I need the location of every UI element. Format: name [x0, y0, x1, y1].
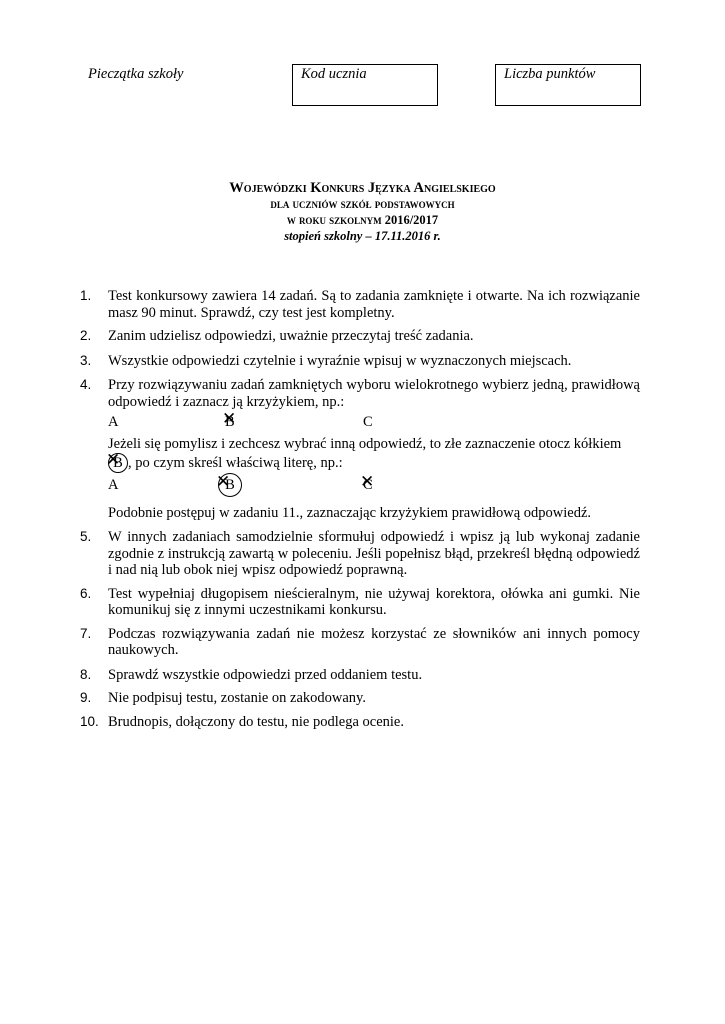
option-a: A: [108, 414, 119, 430]
item-text: Brudnopis, dołączony do testu, nie podlega ocenie.: [108, 713, 404, 730]
item-text: Sprawdź wszystkie odpowiedzi przed oddaniem testu.: [108, 666, 423, 683]
student-code-box[interactable]: [292, 64, 438, 106]
student-code-label: Kod ucznia: [301, 66, 367, 82]
item-text: Test wypełniaj długopisem nieścieralnym, nie używaj korektora, ołówka ani gumki. Nie komunikuj się z innymi uczestnikami konkursu.: [108, 585, 640, 618]
list-item: [80, 626, 640, 659]
list-item: [80, 529, 640, 579]
option-c: C: [363, 414, 373, 430]
option-b-circled: [218, 473, 242, 497]
item-number: 6.: [80, 585, 92, 601]
school-stamp-label: Pieczątka szkoły: [88, 66, 184, 82]
item-number: 7.: [80, 625, 92, 641]
school-year: w roku szkolnym 2016/2017: [286, 213, 439, 227]
item-number: 1.: [80, 288, 92, 303]
points-box[interactable]: [495, 64, 641, 106]
option-b-crossed: B ✕: [225, 414, 235, 431]
circled-crossed-letter: B ✕: [108, 453, 128, 473]
contest-title: Wojewódzki Konkurs Języka Angielskiego: [229, 180, 496, 196]
item-text: Wszystkie odpowiedzi czytelnie i wyraźnie wpisuj w wyznaczonych miejscach.: [108, 352, 572, 369]
item-text: Podczas rozwiązywania zadań nie możesz korzystać ze słowników ani innych pomocy naukowych.: [108, 625, 640, 658]
list-item: [80, 288, 640, 321]
item-text: W innych zadaniach samodzielnie sformułuj odpowiedź i wpisz ją lub wykonaj zadanie zgodnie z instrukcją zawartą w poleceniu. Jeśli popełnisz błąd, przekreśl błędną odpowiedź i nad nią lub obok niej wpisz odpowiedź poprawną.: [108, 529, 640, 578]
correction-text: [108, 436, 640, 473]
document-header: [0, 180, 725, 244]
item-number: 9.: [80, 690, 92, 705]
option-a: A: [108, 476, 119, 493]
item-number: 8.: [80, 666, 92, 682]
item-text: Przy rozwiązywaniu zadań zamkniętych wyboru wielokrotnego wybierz jedną, prawidłową odpowiedź i zaznacz ją krzyżykiem, np.:: [108, 377, 640, 410]
list-item: [80, 667, 640, 684]
after-example-text: Podobnie postępuj w zadaniu 11., zaznaczając krzyżykiem prawidłową odpowiedź.: [108, 504, 592, 521]
item-text: Test konkursowy zawiera 14 zadań. Są to zadania zamknięte i otwarte. Na ich rozwiązanie masz 90 minut. Sprawdź, czy test jest kompletny.: [108, 288, 640, 321]
list-item: [80, 377, 640, 521]
item-number: 2.: [80, 328, 92, 343]
stage-date: stopień szkolny – 17.11.2016 r.: [284, 229, 441, 243]
item-number: 3.: [80, 352, 92, 368]
item-text: Zanim udzielisz odpowiedzi, uważnie przeczytaj treść zadania.: [108, 328, 474, 344]
item-number: 5.: [80, 529, 92, 544]
instructions-list: [80, 288, 640, 730]
points-label: Liczba punktów: [504, 66, 596, 82]
list-item: [80, 328, 640, 345]
example-correction: [108, 473, 640, 501]
example-marking: [108, 410, 640, 436]
correction-text-1: Jeżeli się pomylisz i zechcesz wybrać inną odpowiedź, to złe zaznaczenie otocz kółkiem: [108, 436, 622, 452]
item-text: Nie podpisuj testu, zostanie on zakodowany.: [108, 690, 366, 706]
list-item: [80, 690, 640, 707]
list-item: [80, 586, 640, 619]
contest-audience: dla uczniów szkół podstawowych: [270, 197, 455, 211]
circled-crossed-b: B ✕: [218, 473, 242, 497]
list-item: [80, 714, 640, 731]
option-c-crossed: C ✕: [363, 477, 373, 494]
item-number: 10.: [80, 713, 99, 729]
correction-text-2: , po czym skreśl właściwą literę, np.:: [128, 454, 343, 471]
item-number: 4.: [80, 377, 92, 392]
list-item: [80, 353, 640, 370]
